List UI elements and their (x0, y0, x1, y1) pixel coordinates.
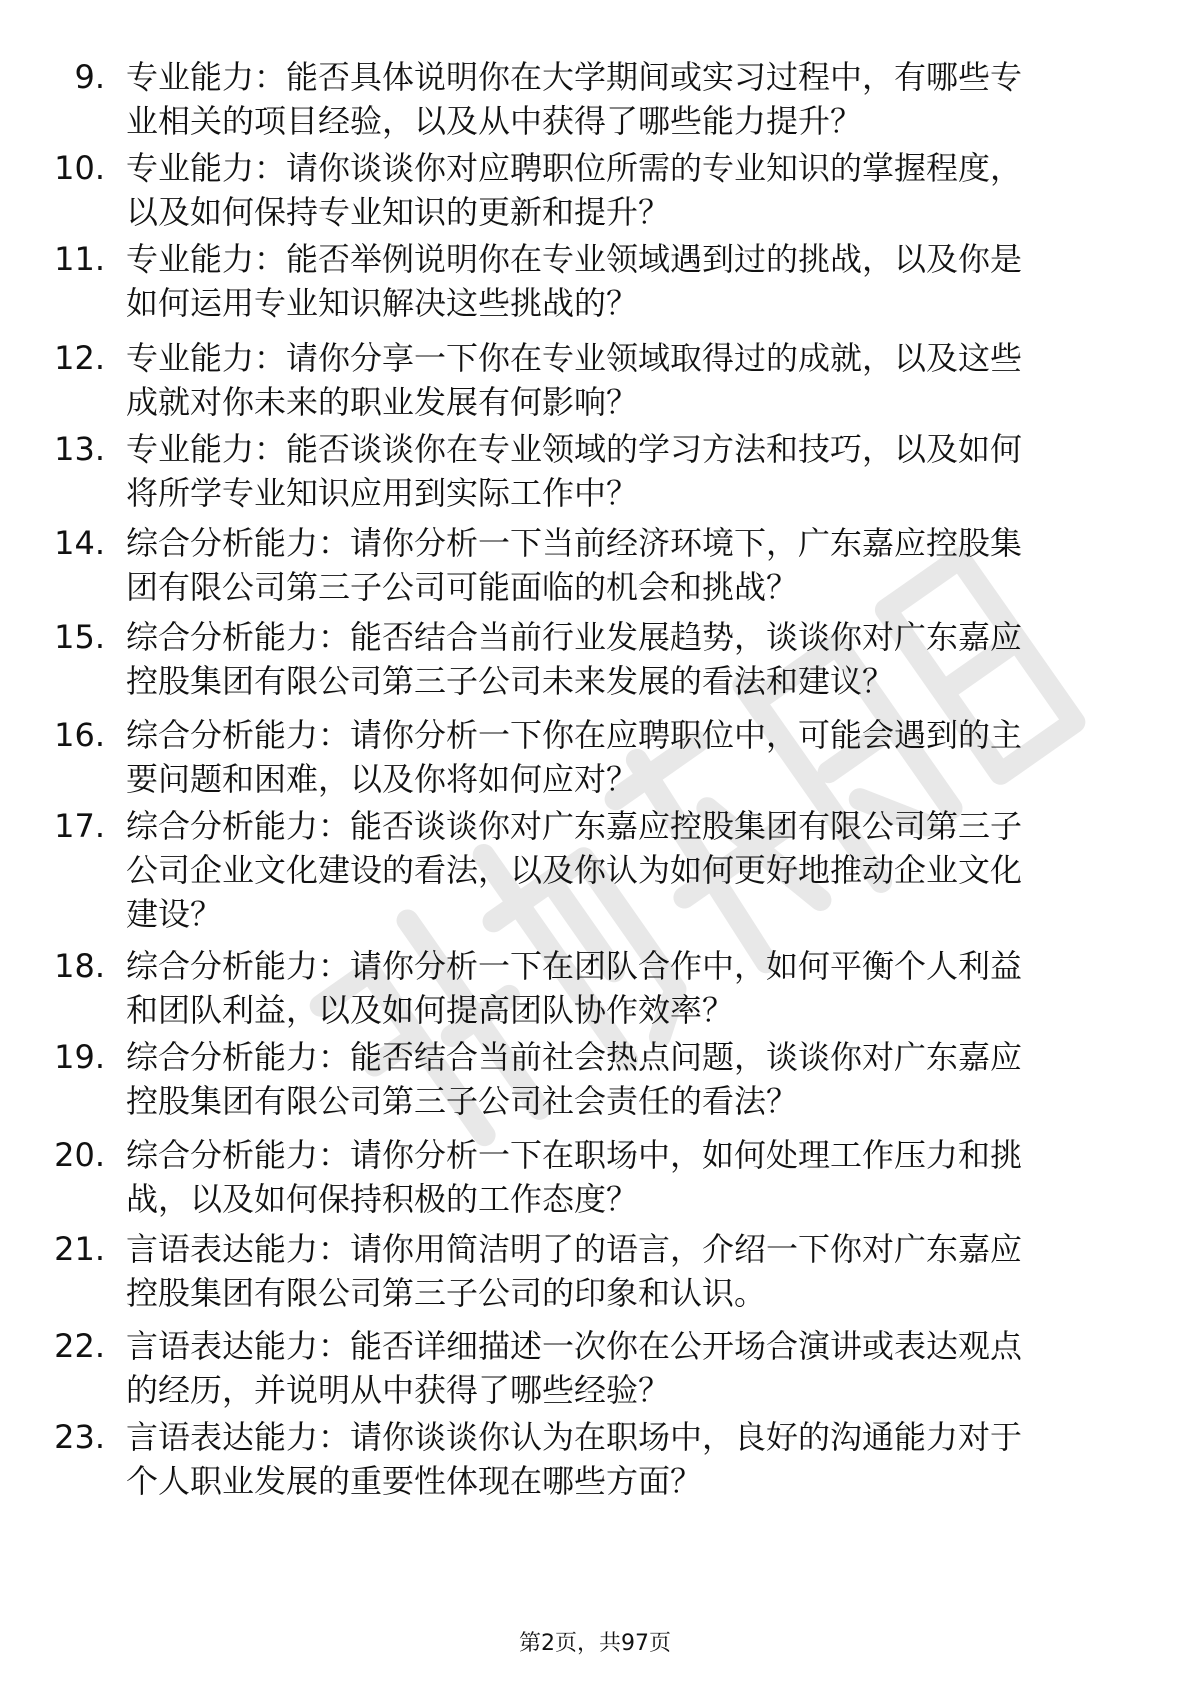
list-item (0, 1324, 1190, 1420)
question-text (126, 1415, 1111, 1503)
question-text (126, 1035, 1111, 1123)
question-line: 综合分析能力：能否结合当前社会热点问题，谈谈你对广东嘉应 (126, 1038, 1023, 1076)
question-line: 战，以及如何保持积极的工作态度？ (126, 1180, 639, 1218)
question-number: 19. (54, 1038, 105, 1076)
question-number: 17. (54, 807, 105, 845)
question-text (126, 615, 1111, 703)
question-line: 建设？ (126, 895, 223, 933)
list-item (0, 944, 1190, 1040)
question-number: 22. (54, 1327, 105, 1365)
list-item (0, 1035, 1190, 1131)
question-number: 9. (74, 58, 105, 96)
question-text (126, 804, 1111, 936)
question-text (126, 1133, 1111, 1221)
question-text (126, 237, 1111, 325)
question-text (126, 336, 1111, 424)
question-line: 个人职业发展的重要性体现在哪些方面？ (126, 1462, 703, 1500)
question-text (126, 1227, 1111, 1315)
question-number: 13. (54, 430, 105, 468)
question-number: 21. (54, 1230, 105, 1268)
list-item (0, 55, 1190, 151)
question-number: 23. (54, 1418, 105, 1456)
question-number: 15. (54, 618, 105, 656)
question-line: 将所学专业知识应用到实际工作中？ (126, 474, 639, 512)
question-line: 言语表达能力：能否详细描述一次你在公开场合演讲或表达观点 (126, 1327, 1023, 1365)
question-text (126, 55, 1111, 143)
list-item (0, 615, 1190, 711)
list-item (0, 713, 1190, 809)
list-item (0, 521, 1190, 617)
list-item (0, 336, 1190, 432)
question-text (126, 1324, 1111, 1412)
question-number: 20. (54, 1136, 105, 1174)
question-number: 10. (54, 149, 105, 187)
question-number: 16. (54, 716, 105, 754)
question-text (126, 521, 1111, 609)
question-line: 综合分析能力：请你分析一下在职场中，如何处理工作压力和挑 (126, 1136, 1023, 1174)
question-number: 14. (54, 524, 105, 562)
question-line: 成就对你未来的职业发展有何影响？ (126, 383, 639, 421)
question-line: 公司企业文化建设的看法，以及你认为如何更好地推动企业文化 (126, 851, 1023, 889)
question-line: 专业能力：能否谈谈你在专业领域的学习方法和技巧，以及如何 (126, 430, 1023, 468)
list-item (0, 1227, 1190, 1323)
question-line: 综合分析能力：请你分析一下你在应聘职位中，可能会遇到的主 (126, 716, 1023, 754)
question-line: 专业能力：请你谈谈你对应聘职位所需的专业知识的掌握程度， (126, 149, 1023, 187)
list-item (0, 427, 1190, 523)
question-line: 综合分析能力：请你分析一下在团队合作中，如何平衡个人利益 (126, 947, 1023, 985)
question-line: 和团队利益，以及如何提高团队协作效率？ (126, 991, 735, 1029)
question-line: 综合分析能力：能否结合当前行业发展趋势，谈谈你对广东嘉应 (126, 618, 1023, 656)
list-item (0, 1415, 1190, 1511)
question-line: 综合分析能力：请你分析一下当前经济环境下，广东嘉应控股集 (126, 524, 1023, 562)
list-item (0, 237, 1190, 333)
question-line: 综合分析能力：能否谈谈你对广东嘉应控股集团有限公司第三子 (126, 807, 1023, 845)
question-line: 言语表达能力：请你用简洁明了的语言，介绍一下你对广东嘉应 (126, 1230, 1023, 1268)
question-line: 控股集团有限公司第三子公司未来发展的看法和建议？ (126, 662, 895, 700)
question-line: 要问题和困难，以及你将如何应对？ (126, 760, 639, 798)
question-text (126, 944, 1111, 1032)
list-item (0, 804, 1190, 944)
question-number: 12. (54, 339, 105, 377)
question-number: 18. (54, 947, 105, 985)
question-number: 11. (54, 240, 105, 278)
page-indicator: 第2页，共97页 (519, 1631, 671, 1656)
question-line: 专业能力：请你分享一下你在专业领域取得过的成就，以及这些 (126, 339, 1023, 377)
question-line: 控股集团有限公司第三子公司的印象和认识。 (126, 1274, 767, 1312)
list-item (0, 1133, 1190, 1229)
list-item (0, 146, 1190, 242)
question-line: 言语表达能力：请你谈谈你认为在职场中，良好的沟通能力对于 (126, 1418, 1023, 1456)
question-line: 控股集团有限公司第三子公司社会责任的看法？ (126, 1082, 799, 1120)
question-text (126, 713, 1111, 801)
question-line: 以及如何保持专业知识的更新和提升？ (126, 193, 671, 231)
question-text (126, 146, 1111, 234)
question-text (126, 427, 1111, 515)
question-line: 如何运用专业知识解决这些挑战的？ (126, 284, 639, 322)
question-line: 业相关的项目经验，以及从中获得了哪些能力提升？ (126, 102, 863, 140)
question-line: 的经历，并说明从中获得了哪些经验？ (126, 1371, 671, 1409)
question-line: 团有限公司第三子公司可能面临的机会和挑战？ (126, 568, 799, 606)
question-line: 专业能力：能否具体说明你在大学期间或实习过程中，有哪些专 (126, 58, 1023, 96)
question-line: 专业能力：能否举例说明你在专业领域遇到过的挑战，以及你是 (126, 240, 1023, 278)
